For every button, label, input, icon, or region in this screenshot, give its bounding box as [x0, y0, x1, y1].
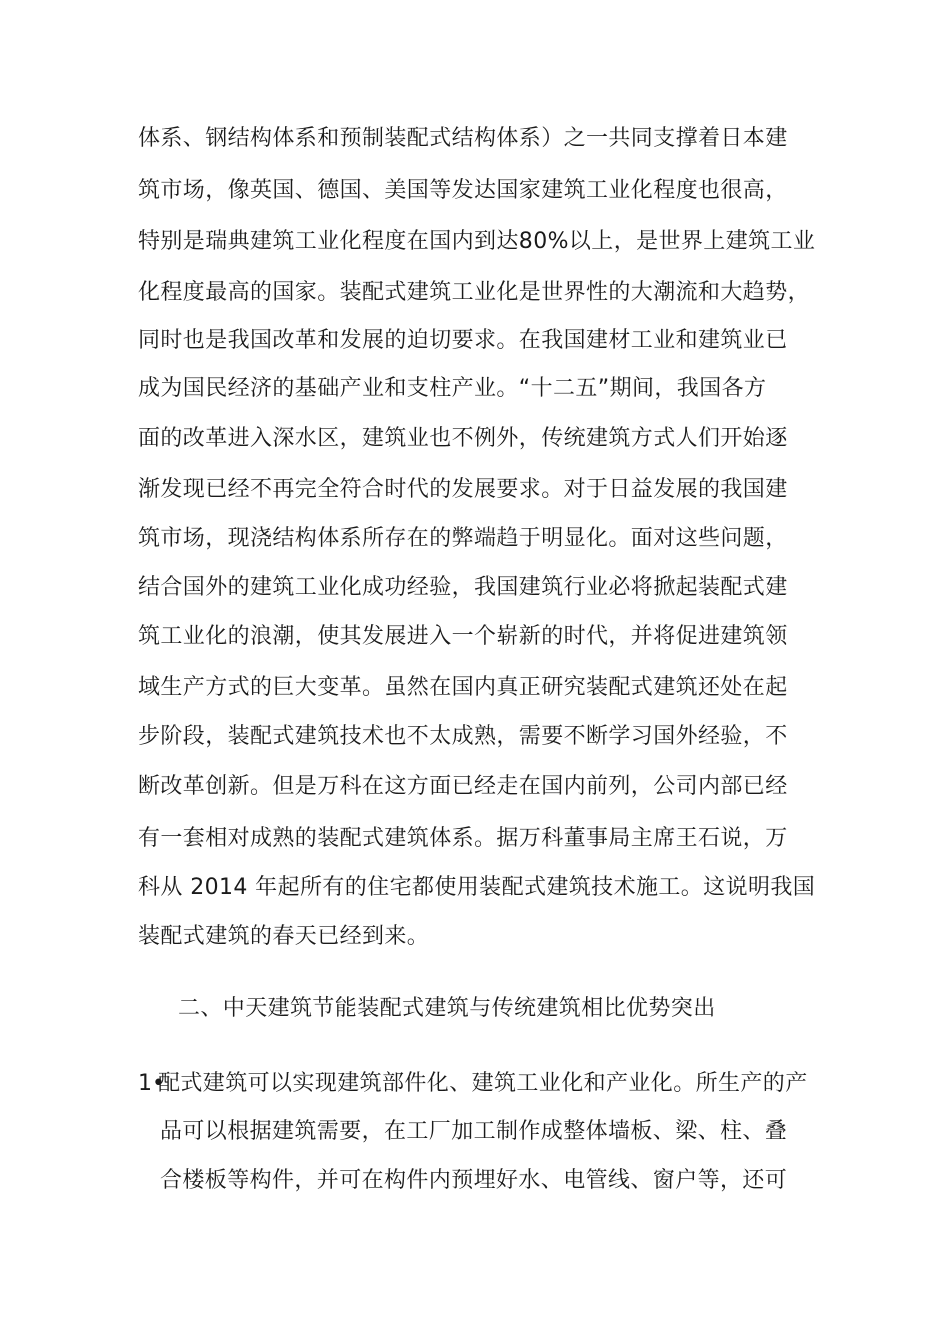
paragraph-line: 渐发现已经不再完全符合时代的发展要求。对于日益发展的我国建 [138, 477, 788, 502]
list-item-line: 品可以根据建筑需要，在工厂加工制作成整体墙板、梁、柱、叠 [160, 1119, 788, 1144]
paragraph-line: 筑工业化的浪潮，使其发展进入一个崭新的时代，并将促进建筑领 [138, 624, 788, 649]
paragraph-line: 科从 2014 年起所有的住宅都使用装配式建筑技术施工。这说明我国 [138, 875, 816, 900]
paragraph-line: 化程度最高的国家。装配式建筑工业化是世界性的大潮流和大趋势， [138, 280, 811, 305]
paragraph-line: 结合国外的建筑工业化成功经验，我国建筑行业必将掀起装配式建 [138, 575, 788, 600]
paragraph-line: 断改革创新。但是万科在这方面已经走在国内前列，公司内部已经 [138, 774, 788, 799]
paragraph-line: 特别是瑞典建筑工业化程度在国内到达80%以上，是世界上建筑工业 [138, 229, 816, 254]
paragraph-line: 面的改革进入深水区，建筑业也不例外，传统建筑方式人们开始逐 [138, 426, 788, 451]
paragraph-line: 步阶段，装配式建筑技术也不太成熟，需要不断学习国外经验，不 [138, 724, 788, 749]
paragraph-line: 筑市场，像英国、德国、美国等发达国家建筑工业化程度也很高， [138, 178, 788, 203]
paragraph-line: 筑市场，现浇结构体系所存在的弊端趋于明显化。面对这些问题， [138, 526, 788, 551]
section-heading: 二、中天建筑节能装配式建筑与传统建筑相比优势突出 [178, 996, 716, 1021]
list-item-line: 合楼板等构件，并可在构件内预埋好水、电管线、窗户等，还可 [160, 1168, 788, 1193]
paragraph-line: 域生产方式的巨大变革。虽然在国内真正研究装配式建筑还处在起 [138, 675, 788, 700]
paragraph-line: 同时也是我国改革和发展的迫切要求。在我国建材工业和建筑业已 [138, 328, 788, 353]
paragraph-line: 装配式建筑的春天已经到来。 [138, 924, 430, 949]
paragraph-line: 有一套相对成熟的装配式建筑体系。据万科董事局主席王石说，万 [138, 826, 788, 851]
paragraph-line: 成为国民经济的基础产业和支柱产业。“十二五”期间，我国各方 [138, 376, 767, 401]
paragraph-line: 体系、钢结构体系和预制装配式结构体系）之一共同支撑着日本建 [138, 126, 788, 151]
list-item-line: 配式建筑可以实现建筑部件化、建筑工业化和产业化。所生产的产 [158, 1071, 808, 1096]
list-item-marker: 1• [138, 1071, 165, 1096]
